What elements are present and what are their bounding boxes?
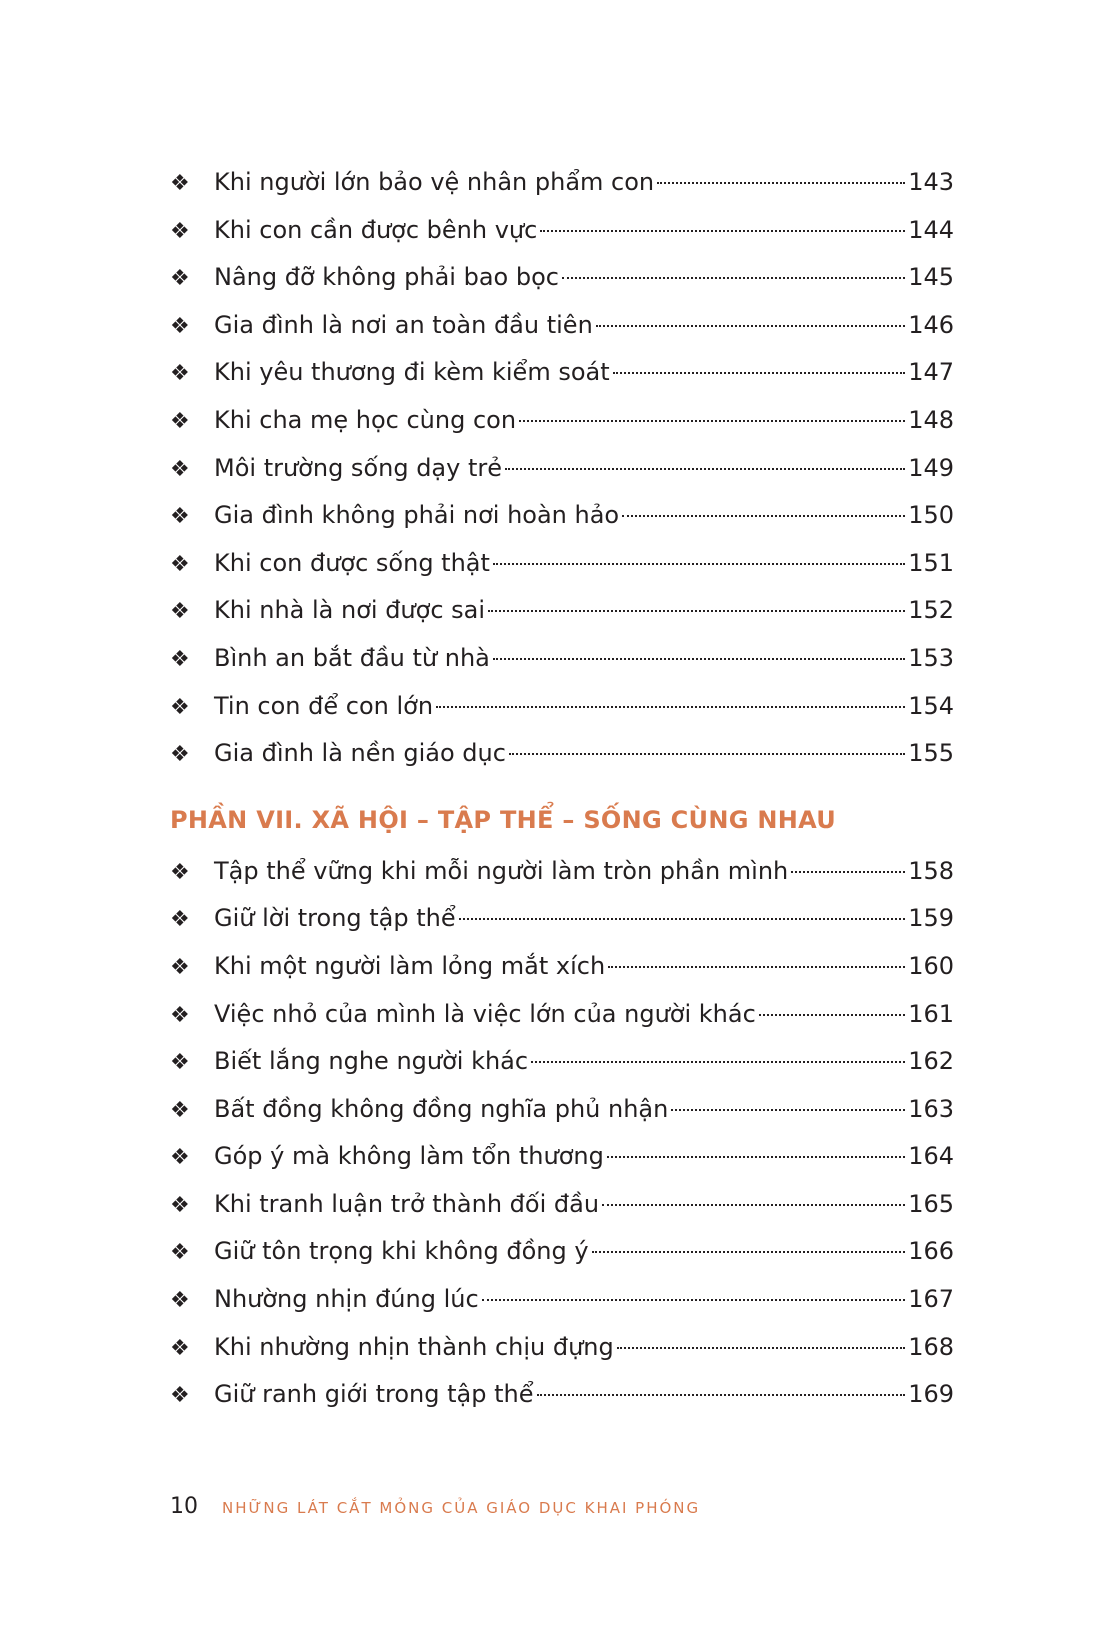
toc-entry-page: 145 (908, 263, 954, 292)
toc-entry-page: 153 (908, 643, 954, 672)
toc-entry-title: Gia đình không phải nơi hoàn hảo (214, 501, 620, 530)
toc-entry[interactable] (170, 1038, 954, 1086)
toc-entry[interactable] (170, 683, 954, 731)
bullet-icon: ❖ (170, 171, 190, 196)
section-heading: PHẦN VII. XÃ HỘI – TẬP THỂ – SỐNG CÙNG NHAU (170, 805, 837, 834)
page-number: 10 (170, 1494, 198, 1519)
toc-entry-title: Khi con được sống thật (214, 548, 490, 577)
toc-entry-title: Môi trường sống dạy trẻ (214, 453, 503, 482)
bullet-icon: ❖ (170, 646, 190, 672)
toc-entry-title: Nhường nhịn đúng lúc (214, 1285, 479, 1314)
dot-leader (791, 871, 905, 873)
toc-entry-page: 168 (908, 1332, 954, 1361)
toc-entry[interactable] (170, 943, 954, 991)
bullet-icon: ❖ (170, 1383, 190, 1409)
toc-entry[interactable] (170, 254, 954, 302)
toc-entry-title: Biết lắng nghe người khác (214, 1047, 529, 1076)
toc-entry-page: 161 (908, 999, 954, 1028)
toc-entry-page: 166 (908, 1237, 954, 1266)
dot-leader (459, 918, 906, 920)
dot-leader (505, 468, 905, 470)
dot-leader (493, 563, 905, 565)
toc-entry-title: Nâng đỡ không phải bao bọc (214, 263, 559, 292)
dot-leader (436, 706, 905, 708)
toc-entry[interactable] (170, 492, 954, 540)
toc-entry[interactable] (170, 1276, 954, 1324)
toc-entry-title: Góp ý mà không làm tổn thương (214, 1142, 604, 1171)
dot-leader (509, 753, 905, 755)
dot-leader (622, 515, 905, 517)
toc-entry[interactable] (170, 635, 954, 683)
table-of-contents (170, 159, 954, 1419)
bullet-icon: ❖ (170, 1288, 190, 1314)
toc-entry[interactable] (170, 1086, 954, 1134)
toc-entry-title: Bất đồng không đồng nghĩa phủ nhận (214, 1094, 669, 1123)
toc-entry-page: 163 (908, 1094, 954, 1123)
dot-leader (596, 325, 905, 327)
toc-entry[interactable] (170, 848, 954, 896)
toc-entry-page: 169 (908, 1380, 954, 1409)
toc-entry-title: Khi yêu thương đi kèm kiểm soát (214, 358, 610, 387)
toc-entry-title: Giữ lời trong tập thể (214, 904, 456, 933)
dot-leader (592, 1251, 906, 1253)
dot-leader (671, 1109, 905, 1111)
toc-entry-page: 152 (908, 596, 954, 625)
dot-leader (613, 372, 906, 374)
toc-entry[interactable] (170, 1181, 954, 1229)
toc-entry-page: 159 (908, 904, 954, 933)
toc-entry-page: 149 (908, 453, 954, 482)
dot-leader (482, 1299, 906, 1301)
toc-entry-title: Giữ tôn trọng khi không đồng ý (214, 1237, 589, 1266)
toc-list-part-6 (170, 159, 954, 778)
dot-leader (540, 230, 905, 232)
toc-entry-page: 162 (908, 1047, 954, 1076)
toc-entry-title: Gia đình là nơi an toàn đầu tiên (214, 310, 593, 339)
bullet-icon: ❖ (170, 408, 190, 434)
toc-entry-page: 146 (908, 310, 954, 339)
toc-entry[interactable] (170, 1228, 954, 1276)
toc-entry-page: 144 (908, 215, 954, 244)
toc-entry[interactable] (170, 159, 954, 207)
toc-list-part-7 (170, 848, 954, 1419)
bullet-icon: ❖ (170, 1050, 190, 1076)
toc-entry-page: 148 (908, 405, 954, 434)
toc-entry-page: 158 (908, 856, 954, 885)
toc-entry[interactable] (170, 1324, 954, 1372)
toc-entry-title: Tin con để con lớn (214, 691, 434, 720)
running-head: NHỮNG LÁT CẮT MỎNG CỦA GIÁO DỤC KHAI PHÓNG (222, 1499, 701, 1517)
toc-entry-title: Khi nhà là nơi được sai (214, 596, 486, 625)
dot-leader (493, 658, 905, 660)
toc-entry[interactable] (170, 1133, 954, 1181)
toc-entry-title: Khi cha mẹ học cùng con (214, 405, 517, 434)
dot-leader (519, 420, 905, 422)
toc-entry-title: Khi người lớn bảo vệ nhân phẩm con (214, 168, 655, 196)
toc-entry-page: 167 (908, 1285, 954, 1314)
dot-leader (657, 182, 905, 184)
bullet-icon: ❖ (170, 313, 190, 339)
dot-leader (488, 610, 905, 612)
toc-entry-page: 160 (908, 951, 954, 980)
page-footer (170, 1494, 700, 1519)
toc-entry-title: Bình an bắt đầu từ nhà (214, 643, 490, 672)
bullet-icon: ❖ (170, 361, 190, 387)
toc-entry-page: 151 (908, 548, 954, 577)
bullet-icon: ❖ (170, 599, 190, 625)
bullet-icon: ❖ (170, 456, 190, 482)
bullet-icon: ❖ (170, 954, 190, 980)
bullet-icon: ❖ (170, 1097, 190, 1123)
toc-entry-title: Giữ ranh giới trong tập thể (214, 1380, 534, 1409)
toc-entry[interactable] (170, 397, 954, 445)
toc-entry-title: Khi một người làm lỏng mắt xích (214, 951, 606, 980)
bullet-icon: ❖ (170, 1335, 190, 1361)
bullet-icon: ❖ (170, 504, 190, 530)
toc-entry[interactable] (170, 895, 954, 943)
toc-entry[interactable] (170, 587, 954, 635)
toc-entry[interactable] (170, 445, 954, 493)
toc-entry-page: 147 (908, 358, 954, 387)
bullet-icon: ❖ (170, 1192, 190, 1218)
toc-entry-title: Gia đình là nền giáo dục (214, 739, 506, 768)
dot-leader (531, 1061, 905, 1063)
bullet-icon: ❖ (170, 1145, 190, 1171)
dot-leader (562, 277, 905, 279)
bullet-icon: ❖ (170, 859, 190, 885)
toc-entry[interactable] (170, 349, 954, 397)
toc-entry-page: 154 (908, 691, 954, 720)
bullet-icon: ❖ (170, 1240, 190, 1266)
toc-entry-page: 164 (908, 1142, 954, 1171)
toc-entry-page: 155 (908, 739, 954, 768)
bullet-icon: ❖ (170, 694, 190, 720)
bullet-icon: ❖ (170, 907, 190, 933)
bullet-icon: ❖ (170, 742, 190, 768)
bullet-icon: ❖ (170, 551, 190, 577)
toc-entry-title: Tập thể vững khi mỗi người làm tròn phần mình (214, 856, 789, 885)
toc-entry-page: 165 (908, 1189, 954, 1218)
toc-entry-title: Khi tranh luận trở thành đối đầu (214, 1189, 600, 1218)
toc-entry-title: Khi con cần được bênh vực (214, 215, 538, 244)
toc-entry-title: Việc nhỏ của mình là việc lớn của người khác (214, 999, 756, 1028)
toc-entry-page: 143 (908, 168, 954, 196)
dot-leader (617, 1347, 905, 1349)
toc-entry[interactable] (170, 207, 954, 255)
bullet-icon: ❖ (170, 218, 190, 244)
dot-leader (537, 1394, 906, 1396)
toc-entry-page: 150 (908, 501, 954, 530)
toc-entry[interactable] (170, 302, 954, 350)
dot-leader (602, 1204, 905, 1206)
toc-entry[interactable] (170, 540, 954, 588)
bullet-icon: ❖ (170, 266, 190, 292)
dot-leader (607, 1156, 905, 1158)
toc-entry[interactable] (170, 730, 954, 778)
dot-leader (608, 966, 905, 968)
dot-leader (759, 1014, 905, 1016)
toc-entry-title: Khi nhường nhịn thành chịu đựng (214, 1332, 614, 1361)
toc-entry[interactable] (170, 991, 954, 1039)
toc-entry[interactable] (170, 1371, 954, 1419)
bullet-icon: ❖ (170, 1002, 190, 1028)
